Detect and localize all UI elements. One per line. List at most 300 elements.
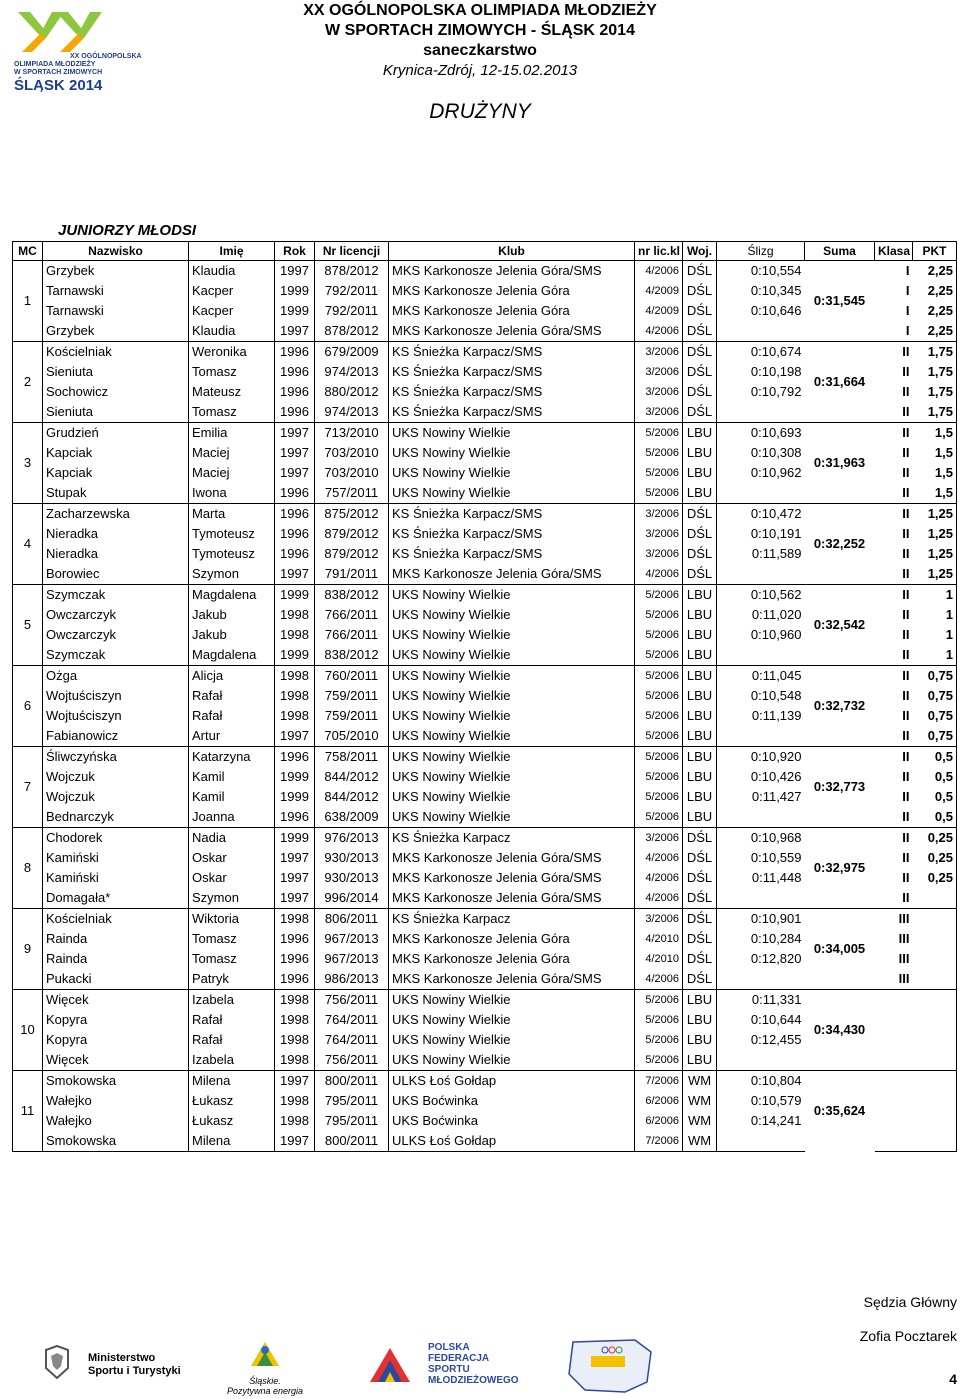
cell-run-time: 0:10,792 <box>750 384 802 399</box>
col-woj: Woj. <box>683 242 717 261</box>
cell-voivodeship: LBU <box>683 1010 717 1030</box>
cell-surname: Szymczak <box>43 645 189 666</box>
cell-voivodeship: DŚL <box>683 261 717 282</box>
results-table <box>12 241 957 1152</box>
cell-surname: Tarnawski <box>43 281 189 301</box>
cell-class: II <box>902 445 910 460</box>
cell-voivodeship: LBU <box>683 1050 717 1071</box>
cell-club-license: 5/2006 <box>635 423 683 444</box>
cell-license-no: 806/2011 <box>315 909 389 930</box>
eagle-emblem-icon <box>40 1342 74 1382</box>
cell-license-no: 967/2013 <box>315 949 389 969</box>
cell-club: KS Śnieżka Karpacz/SMS <box>389 402 635 423</box>
cell-first-name: Izabela <box>189 990 275 1011</box>
cell-club: UKS Boćwinka <box>389 1111 635 1131</box>
cell-license-no: 878/2012 <box>315 261 389 282</box>
cell-license-no: 759/2011 <box>315 686 389 706</box>
cell-license-no: 996/2014 <box>315 888 389 909</box>
cell-surname: Kościelniak <box>43 909 189 930</box>
cell-birth-year: 1997 <box>275 564 315 585</box>
cell-run-time <box>717 483 805 504</box>
cell-club-license: 3/2006 <box>635 382 683 402</box>
cell-club-license: 3/2006 <box>635 402 683 423</box>
cell-run-time: 0:11,020 <box>751 607 802 622</box>
cell-run-time <box>717 726 805 747</box>
cell-class: I <box>875 261 913 282</box>
cell-club-license: 5/2006 <box>635 585 683 606</box>
table-row <box>13 504 957 525</box>
cell-run-time: 0:10,308 <box>750 445 802 460</box>
cell-license-no: 930/2013 <box>315 848 389 868</box>
team-place: 8 <box>13 828 43 909</box>
team-place: 5 <box>13 585 43 666</box>
cell-club-license: 3/2006 <box>635 828 683 849</box>
team-sum: 0:34,005 <box>805 909 875 990</box>
cell-voivodeship: DŚL <box>683 828 717 849</box>
cell-first-name: Katarzyna <box>189 747 275 768</box>
cell-club-license: 5/2006 <box>635 807 683 828</box>
cell-first-name: Rafał <box>189 1030 275 1050</box>
cell-license-no: 703/2010 <box>315 463 389 483</box>
cell-first-name: Alicja <box>189 666 275 687</box>
cell-first-name: Magdalena <box>189 585 275 606</box>
cell-club-license: 7/2006 <box>635 1071 683 1092</box>
cell-club: KS Śnieżka Karpacz/SMS <box>389 504 635 525</box>
cell-club: UKS Nowiny Wielkie <box>389 1050 635 1071</box>
cell-birth-year: 1996 <box>275 747 315 768</box>
cell-points: 1,75 <box>913 342 957 363</box>
cell-run-time: 0:10,548 <box>750 688 802 703</box>
cell-points: 1 <box>913 605 957 625</box>
cell-license-no: 800/2011 <box>315 1071 389 1092</box>
cell-club-license: 5/2006 <box>635 747 683 768</box>
cell-club: UKS Nowiny Wielkie <box>389 483 635 504</box>
cell-club: MKS Karkonosze Jelenia Góra <box>389 929 635 949</box>
cell-voivodeship: LBU <box>683 706 717 726</box>
cell-run-time: 0:10,804 <box>717 1071 805 1092</box>
cell-run-time: 0:11,448 <box>751 870 802 885</box>
cell-surname: Kościelniak <box>43 342 189 363</box>
cell-class: II <box>902 688 910 703</box>
judge-role: Sędzia Główny <box>863 1294 957 1310</box>
cell-birth-year: 1998 <box>275 909 315 930</box>
cell-points: 0,75 <box>913 686 957 706</box>
cell-first-name: Magdalena <box>189 645 275 666</box>
cell-run-time <box>717 645 805 666</box>
cell-birth-year: 1996 <box>275 807 315 828</box>
cell-club-license: 3/2006 <box>635 524 683 544</box>
cell-club: ULKS Łoś Gołdap <box>389 1071 635 1092</box>
cell-points <box>913 1091 957 1111</box>
cell-license-no: 705/2010 <box>315 726 389 747</box>
cell-surname: Pukacki <box>43 969 189 990</box>
cell-birth-year: 1998 <box>275 625 315 645</box>
cell-voivodeship: LBU <box>683 463 717 483</box>
cell-surname: Nieradka <box>43 524 189 544</box>
cell-license-no: 760/2011 <box>315 666 389 687</box>
judge-name: Zofia Pocztarek <box>859 1328 957 1344</box>
slaska-federacja-emblem-icon <box>565 1338 655 1394</box>
cell-run-time: 0:10,644 <box>750 1012 802 1027</box>
cell-voivodeship: DŚL <box>683 281 717 301</box>
cell-class: III <box>898 931 910 946</box>
cell-first-name: Milena <box>189 1131 275 1152</box>
cell-license-no: 758/2011 <box>315 747 389 768</box>
cell-birth-year: 1997 <box>275 1071 315 1092</box>
team-sum: 0:31,963 <box>805 423 875 504</box>
cell-club: UKS Nowiny Wielkie <box>389 423 635 444</box>
cell-points <box>913 949 957 969</box>
cell-class: II <box>902 870 910 885</box>
team-sum: 0:34,430 <box>805 990 875 1071</box>
cell-surname: Wojtuściszyn <box>43 686 189 706</box>
cell-class: II <box>902 769 910 784</box>
cell-birth-year: 1996 <box>275 362 315 382</box>
cell-run-time: 0:10,345 <box>750 283 802 298</box>
cell-points: 1,75 <box>913 362 957 382</box>
cell-voivodeship: LBU <box>683 585 717 606</box>
cell-points <box>913 1131 957 1152</box>
cell-license-no: 766/2011 <box>315 625 389 645</box>
cell-points: 1 <box>913 585 957 606</box>
cell-first-name: Rafał <box>189 686 275 706</box>
cell-class <box>875 990 913 1011</box>
cell-class: II <box>902 384 910 399</box>
svg-text:W SPORTACH ZIMOWYCH: W SPORTACH ZIMOWYCH <box>14 69 103 76</box>
cell-surname: Szymczak <box>43 585 189 606</box>
cell-club-license: 5/2006 <box>635 686 683 706</box>
cell-points: 1 <box>913 625 957 645</box>
cell-voivodeship: DŚL <box>683 949 717 969</box>
cell-first-name: Marta <box>189 504 275 525</box>
cell-club: KS Śnieżka Karpacz/SMS <box>389 342 635 363</box>
cell-license-no: 967/2013 <box>315 929 389 949</box>
olimpiada-logo <box>12 8 152 92</box>
cell-first-name: Łukasz <box>189 1111 275 1131</box>
table-row <box>13 828 957 849</box>
team-place: 9 <box>13 909 43 990</box>
cell-first-name: Jakub <box>189 625 275 645</box>
slaskie-emblem-icon <box>245 1338 285 1374</box>
cell-first-name: Maciej <box>189 463 275 483</box>
cell-run-time: 0:10,693 <box>717 423 805 444</box>
cell-license-no: 976/2013 <box>315 828 389 849</box>
cell-run-time: 0:10,968 <box>717 828 805 849</box>
cell-club-license: 5/2006 <box>635 666 683 687</box>
cell-surname: Wałejko <box>43 1111 189 1131</box>
cell-license-no: 880/2012 <box>315 382 389 402</box>
cell-first-name: Jakub <box>189 605 275 625</box>
cell-class: II <box>902 647 910 662</box>
cell-class: II <box>902 728 910 743</box>
cell-club: UKS Nowiny Wielkie <box>389 990 635 1011</box>
col-nr-lic-kl: nr lic.kl <box>635 242 683 261</box>
cell-license-no: 875/2012 <box>315 504 389 525</box>
cell-voivodeship: LBU <box>683 443 717 463</box>
cell-license-no: 791/2011 <box>315 564 389 585</box>
cell-club: UKS Nowiny Wielkie <box>389 585 635 606</box>
team-place: 3 <box>13 423 43 504</box>
cell-points <box>913 888 957 909</box>
cell-voivodeship: WM <box>683 1131 717 1152</box>
cell-club: MKS Karkonosze Jelenia Góra <box>389 281 635 301</box>
page-number: 4 <box>949 1371 957 1387</box>
cell-class: II <box>875 828 913 849</box>
cell-class: II <box>902 526 910 541</box>
cell-run-time: 0:11,589 <box>751 546 802 561</box>
cell-first-name: Tymoteusz <box>189 524 275 544</box>
cell-class: I <box>905 283 910 298</box>
cell-class: II <box>902 789 910 804</box>
cell-voivodeship: DŚL <box>683 321 717 342</box>
cell-club-license: 5/2006 <box>635 990 683 1011</box>
cell-birth-year: 1996 <box>275 949 315 969</box>
cell-class: III <box>875 909 913 930</box>
cell-surname: Sieniuta <box>43 402 189 423</box>
cell-surname: Ożga <box>43 666 189 687</box>
cell-class: II <box>875 423 913 444</box>
cell-club: MKS Karkonosze Jelenia Góra/SMS <box>389 848 635 868</box>
cell-club-license: 5/2006 <box>635 1030 683 1050</box>
cell-run-time: 0:10,472 <box>717 504 805 525</box>
cell-voivodeship: LBU <box>683 1030 717 1050</box>
cell-birth-year: 1997 <box>275 868 315 888</box>
cell-surname: Wojczuk <box>43 787 189 807</box>
cell-license-no: 879/2012 <box>315 524 389 544</box>
cell-first-name: Kacper <box>189 301 275 321</box>
team-sum: 0:32,252 <box>805 504 875 585</box>
cell-points <box>913 1050 957 1071</box>
cell-first-name: Tymoteusz <box>189 544 275 564</box>
cell-voivodeship: DŚL <box>683 342 717 363</box>
cell-license-no: 638/2009 <box>315 807 389 828</box>
cell-license-no: 764/2011 <box>315 1010 389 1030</box>
team-sum: 0:31,664 <box>805 342 875 423</box>
cell-points <box>913 990 957 1011</box>
team-place: 11 <box>13 1071 43 1152</box>
cell-first-name: Rafał <box>189 706 275 726</box>
cell-surname: Grudzień <box>43 423 189 444</box>
cell-class <box>875 1111 913 1131</box>
cell-voivodeship: DŚL <box>683 909 717 930</box>
cell-club: UKS Nowiny Wielkie <box>389 645 635 666</box>
cell-voivodeship: WM <box>683 1071 717 1092</box>
cell-club: MKS Karkonosze Jelenia Góra/SMS <box>389 321 635 342</box>
cell-birth-year: 1999 <box>275 585 315 606</box>
cell-license-no: 974/2013 <box>315 402 389 423</box>
team-place: 2 <box>13 342 43 423</box>
cell-club-license: 4/2006 <box>635 848 683 868</box>
cell-birth-year: 1997 <box>275 321 315 342</box>
cell-club: KS Śnieżka Karpacz/SMS <box>389 382 635 402</box>
cell-class: II <box>902 404 910 419</box>
cell-class: I <box>905 323 910 338</box>
cell-first-name: Klaudia <box>189 321 275 342</box>
team-sum: 0:32,732 <box>805 666 875 747</box>
col-suma: Suma <box>805 242 875 261</box>
cell-voivodeship: DŚL <box>683 564 717 585</box>
page-title: DRUŻYNY <box>429 100 531 123</box>
cell-club-license: 3/2006 <box>635 504 683 525</box>
cell-birth-year: 1996 <box>275 969 315 990</box>
cell-license-no: 766/2011 <box>315 605 389 625</box>
cell-points: 0,25 <box>913 828 957 849</box>
cell-points: 0,5 <box>913 767 957 787</box>
ministry-logo: Ministerstwo Sportu i Turystyki <box>40 1338 190 1394</box>
col-pkt: PKT <box>913 242 957 261</box>
cell-points: 0,5 <box>913 787 957 807</box>
team-place: 7 <box>13 747 43 828</box>
cell-voivodeship: LBU <box>683 747 717 768</box>
cell-license-no: 878/2012 <box>315 321 389 342</box>
cell-club-license: 5/2006 <box>635 463 683 483</box>
cell-run-time: 0:14,241 <box>750 1113 802 1128</box>
cell-club-license: 5/2006 <box>635 1010 683 1030</box>
col-nazwisko: Nazwisko <box>43 242 189 261</box>
cell-run-time <box>717 807 805 828</box>
pfsm-emblem-icon <box>360 1338 420 1390</box>
cell-license-no: 703/2010 <box>315 443 389 463</box>
cell-club-license: 4/2006 <box>635 564 683 585</box>
cell-birth-year: 1998 <box>275 1030 315 1050</box>
col-klub: Klub <box>389 242 635 261</box>
cell-club-license: 5/2006 <box>635 767 683 787</box>
cell-club: KS Śnieżka Karpacz <box>389 828 635 849</box>
cell-license-no: 795/2011 <box>315 1091 389 1111</box>
cell-points <box>913 929 957 949</box>
cell-run-time <box>717 969 805 990</box>
cell-surname: Smokowska <box>43 1071 189 1092</box>
cell-club-license: 5/2006 <box>635 787 683 807</box>
cell-license-no: 756/2011 <box>315 990 389 1011</box>
team-sum: 0:31,545 <box>805 261 875 342</box>
cell-license-no: 838/2012 <box>315 585 389 606</box>
cell-first-name: Izabela <box>189 1050 275 1071</box>
cell-birth-year: 1998 <box>275 1111 315 1131</box>
table-row <box>13 666 957 687</box>
cell-first-name: Iwona <box>189 483 275 504</box>
cell-class <box>875 1030 913 1050</box>
cell-points: 0,75 <box>913 706 957 726</box>
cell-run-time: 0:11,331 <box>717 990 805 1011</box>
cell-run-time: 0:10,962 <box>750 465 802 480</box>
cell-birth-year: 1996 <box>275 483 315 504</box>
team-place: 1 <box>13 261 43 342</box>
cell-license-no: 800/2011 <box>315 1131 389 1152</box>
table-row <box>13 747 957 768</box>
cell-class: II <box>875 747 913 768</box>
cell-points: 1,75 <box>913 402 957 423</box>
cell-birth-year: 1999 <box>275 767 315 787</box>
cell-first-name: Wiktoria <box>189 909 275 930</box>
cell-first-name: Szymon <box>189 888 275 909</box>
cell-class: II <box>902 850 910 865</box>
cell-surname: Fabianowicz <box>43 726 189 747</box>
cell-class: II <box>902 485 910 500</box>
cell-points: 2,25 <box>913 301 957 321</box>
cell-first-name: Klaudia <box>189 261 275 282</box>
cell-birth-year: 1997 <box>275 423 315 444</box>
cell-voivodeship: LBU <box>683 423 717 444</box>
cell-surname: Kopyra <box>43 1030 189 1050</box>
cell-points <box>913 1010 957 1030</box>
cell-surname: Owczarczyk <box>43 625 189 645</box>
cell-club: MKS Karkonosze Jelenia Góra/SMS <box>389 564 635 585</box>
cell-class <box>875 1010 913 1030</box>
cell-club: UKS Boćwinka <box>389 1091 635 1111</box>
cell-run-time <box>717 402 805 423</box>
table-row <box>13 909 957 930</box>
cell-first-name: Tomasz <box>189 362 275 382</box>
cell-birth-year: 1998 <box>275 1010 315 1030</box>
cell-class: III <box>898 971 910 986</box>
cell-club: UKS Nowiny Wielkie <box>389 605 635 625</box>
cell-surname: Kapciak <box>43 463 189 483</box>
cell-points <box>913 1111 957 1131</box>
cell-class: II <box>902 890 910 905</box>
cell-voivodeship: DŚL <box>683 848 717 868</box>
cell-birth-year: 1997 <box>275 848 315 868</box>
cell-club-license: 3/2006 <box>635 909 683 930</box>
cell-club: MKS Karkonosze Jelenia Góra <box>389 301 635 321</box>
cell-class: III <box>898 951 910 966</box>
cell-class: II <box>902 465 910 480</box>
cell-first-name: Joanna <box>189 807 275 828</box>
svg-text:XX OGÓLNOPOLSKA: XX OGÓLNOPOLSKA <box>70 53 142 60</box>
cell-first-name: Patryk <box>189 969 275 990</box>
cell-club: MKS Karkonosze Jelenia Góra/SMS <box>389 969 635 990</box>
cell-run-time: 0:12,820 <box>750 951 802 966</box>
cell-run-time: 0:10,960 <box>750 627 802 642</box>
cell-club-license: 6/2006 <box>635 1111 683 1131</box>
cell-club-license: 6/2006 <box>635 1091 683 1111</box>
cell-points <box>913 909 957 930</box>
cell-license-no: 759/2011 <box>315 706 389 726</box>
cell-class <box>875 1071 913 1092</box>
cell-class: II <box>875 504 913 525</box>
cell-license-no: 838/2012 <box>315 645 389 666</box>
table-row <box>13 585 957 606</box>
cell-points: 1,25 <box>913 544 957 564</box>
cell-voivodeship: DŚL <box>683 301 717 321</box>
cell-club-license: 5/2006 <box>635 1050 683 1071</box>
cell-class: II <box>902 566 910 581</box>
cell-surname: Rainda <box>43 929 189 949</box>
cell-club: KS Śnieżka Karpacz/SMS <box>389 544 635 564</box>
cell-club: UKS Nowiny Wielkie <box>389 686 635 706</box>
cell-first-name: Oskar <box>189 848 275 868</box>
cell-club-license: 5/2006 <box>635 645 683 666</box>
cell-club: UKS Nowiny Wielkie <box>389 666 635 687</box>
cell-voivodeship: LBU <box>683 807 717 828</box>
cell-voivodeship: WM <box>683 1091 717 1111</box>
cell-license-no: 795/2011 <box>315 1111 389 1131</box>
team-sum: 0:32,542 <box>805 585 875 666</box>
table-header <box>13 242 957 261</box>
cell-points: 0,5 <box>913 747 957 768</box>
cell-surname: Kamiński <box>43 868 189 888</box>
cell-run-time <box>717 1131 805 1152</box>
cell-first-name: Tomasz <box>189 402 275 423</box>
cell-first-name: Nadia <box>189 828 275 849</box>
cell-club: UKS Nowiny Wielkie <box>389 726 635 747</box>
cell-run-time: 0:11,427 <box>751 789 802 804</box>
cell-license-no: 713/2010 <box>315 423 389 444</box>
cell-birth-year: 1999 <box>275 787 315 807</box>
cell-surname: Rainda <box>43 949 189 969</box>
cell-surname: Grzybek <box>43 261 189 282</box>
cell-club: UKS Nowiny Wielkie <box>389 625 635 645</box>
